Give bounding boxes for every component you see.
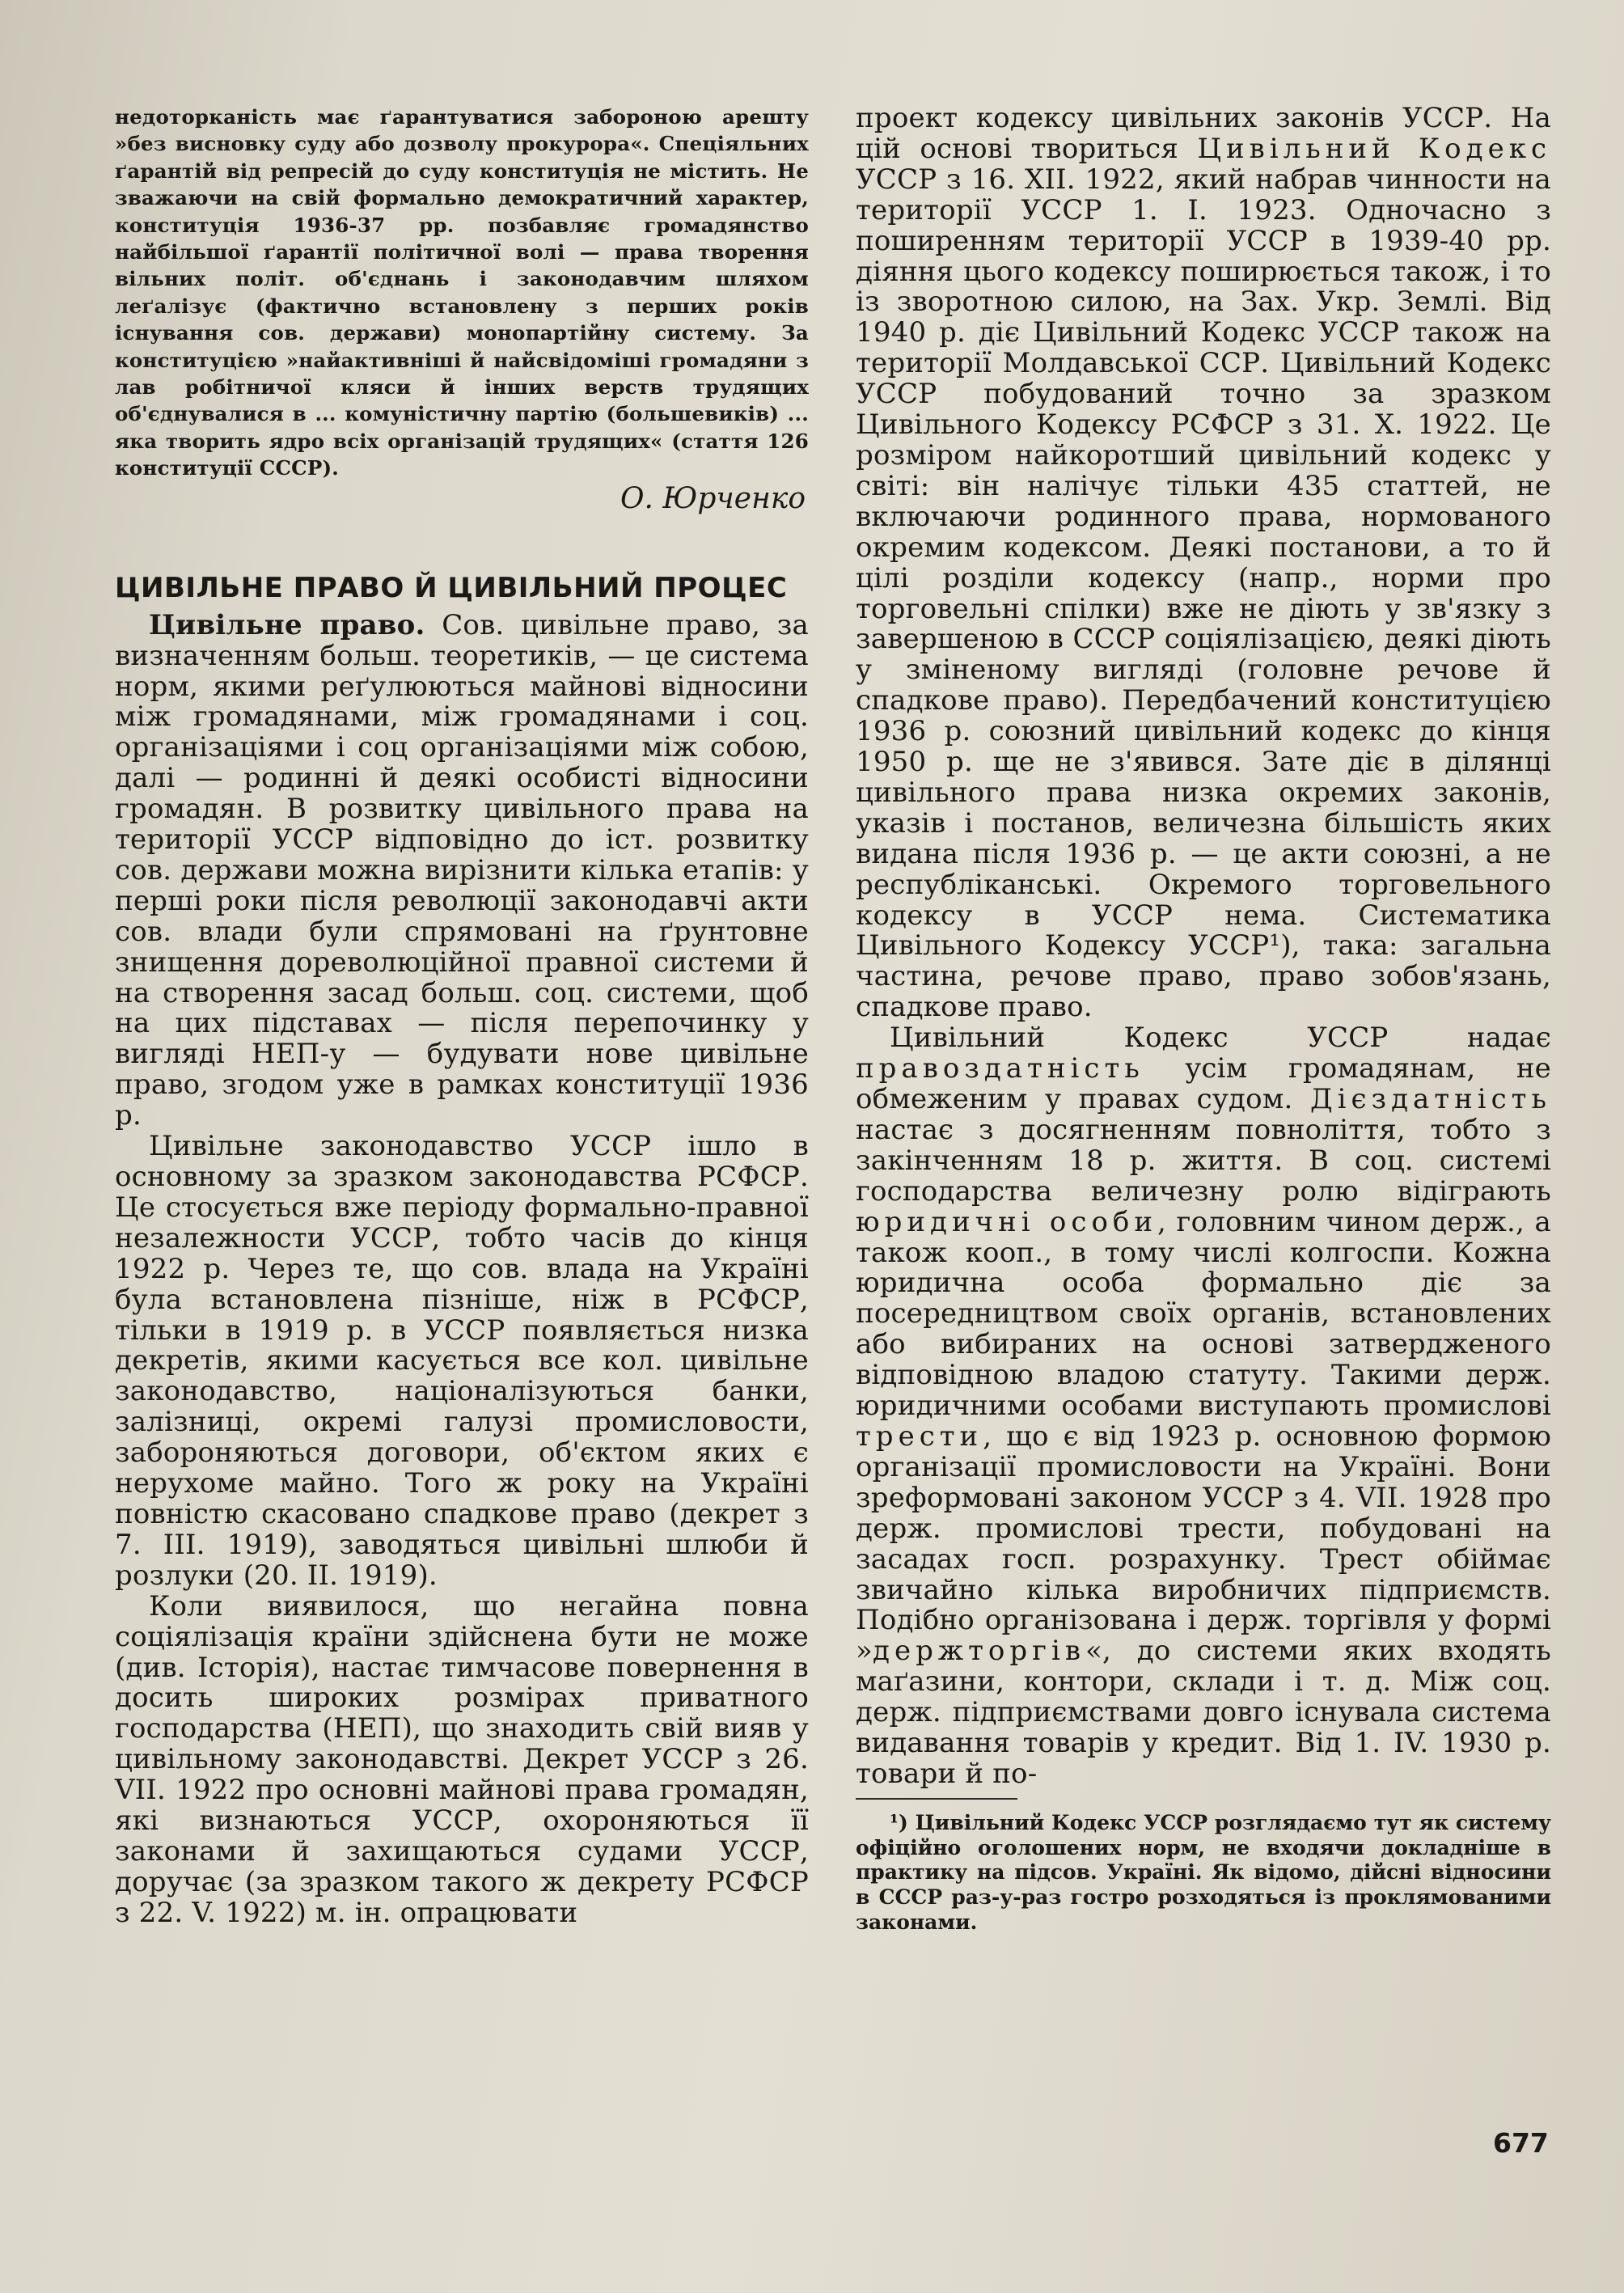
spaced-term: юридичні особи xyxy=(856,1205,1158,1238)
text-run: УССР з 16. XII. 1922, який набрав чинности на території УССР 1. I. 1923. Одночасно з поширенням території УССР в 1939-40 рр. діяння цього кодексу поширюється також, і то із зворотною силою, на Зах. Укр. Землі. Від 1940 р. діє Цивільний Кодекс УССР також на території Молдавської ССР. Цивільний Кодекс УССР побудований точно за зразком Цивільного Кодексу РСФСР з 31. X. 1922. Це розміром найкоротший цивільний кодекс у світі: він налічує тільки 435 статтей, не включаючи родинного права, нормованого окремим кодексом. Деякі постанови, а то й цілі розділи кодексу (напр., норми про торговельні спілки) вже не діють у зв'язку з завершеною в СССР соціялізацією, деякі діють у зміненому вигляді (головне речове й спадкове право). Передбачений конституцією 1936 р. союзний цивільний кодекс до кінця 1950 р. ще не з'явився. Зате діє в ділянці цивільного права низка окремих законів, указів і постанов, величезна більшість яких видана після 1936 р. — це акти союзні, а не республіканські. Окремого торговельного кодексу в УССР нема. Систематика Цивільного Кодексу УССР¹), така: загальна частина, речове право, право зобов'язань, спадкове право. xyxy=(856,163,1551,1024)
paragraph xyxy=(856,1023,1551,1790)
page-number: 677 xyxy=(1493,2127,1549,2159)
paragraph: Цивільне законодавство УССР ішло в основному за зразком законодавства РСФСР. Це стосується вже періоду формально-правної незалежности УССР, тобто часів до кінця 1922 р. Через те, що сов. влада на Україні була встановлена пізніше, ніж в РСФСР, тільки в 1919 р. в УССР появляється низка декретів, якими касується все кол. цивільне законодавство, націоналізуються банки, залізниці, окремі галузі промисловости, забороняються договори, об'єктом яких є нерухоме майно. Того ж року на Україні повністю скасовано спадкове право (декрет з 7. III. 1919), заводяться цивільні шлюби й розлуки (20. II. 1919). xyxy=(115,1130,809,1592)
author-signature: О. Юрченко xyxy=(620,481,806,515)
paragraph: Коли виявилося, що негайна повна соціялізація країни здійснена бути не може (див. Історія), настає тимчасове повернення в досить широких розмірах приватного господарства (НЕП), що знаходить свій вияв у цивільному законодавстві. Декрет УССР з 26. VII. 1922 про основні майнові права громадян, які визнаються УССР, охороняються її законами й захищаються судами УССР, доручає (за зразком такого ж декрету РСФСР з 22. V. 1922) м. ін. опрацювати xyxy=(115,1589,809,1929)
spaced-term: трести xyxy=(856,1419,983,1453)
paragraph-text: Сов. цивільне право, за визначенням больш. теоретиків, — це система норм, якими реґулюються майнові відносини між громадянами, між громадянами і соц. організаціями і соц організаціями між собою, далі — родинні й деякі особисті відносини громадян. В розвитку цивільного права на території УССР відповідно до іст. розвитку сов. держави можна вирізнити кілька етапів: у перші роки після революції законодавчі акти сов. влади були спрямовані на ґрунтовне знищення дореволюційної правної системи й на створення засад больш. соц. системи, щоб на цих підставах — після перепочинку у вигляді НЕП-у — будувати нове цивільне право, згодом уже в рамках конституції 1936 р. xyxy=(115,608,809,1132)
right-column xyxy=(856,104,1551,1935)
intro-paragraph: недоторканість має ґарантуватися забороною арешту »без висновку суду або дозволу прокурора«. Спеціяльних ґарантій від репресій до суду конституція не містить. Не зважаючи на свій формально демократичний характер, конституція 1936-37 рр. позбавляє громадянство найбільшої ґарантії політичної волі — права творення вільних політ. об'єднань і законодавчим шляхом леґалізує (фактично встановлену з перших років існування сов. держави) монопартійну систему. За конституцією »найактивніші й найсвідоміші громадяни з лав робітничої кляси й інших верств трудящих об'єднувалися в ... комуністичну партію (большевиків) ... яка творить ядро всіх організацій трудящих« (стаття 126 конституції СССР). xyxy=(115,105,809,480)
text-run: настає з досягненням повноліття, тобто з закінченням 18 р. життя. В соц. системі господарства величезну ролю відіграють xyxy=(856,1113,1551,1208)
text-run: Цивільний Кодекс УССР надає xyxy=(890,1022,1551,1055)
spaced-term: правоздатність xyxy=(856,1052,1144,1085)
subsection-title: Цивільне право. xyxy=(149,608,425,641)
text-run: усім громадянам, не обмеженим у правах судом. xyxy=(856,1052,1551,1115)
section-heading: ЦИВІЛЬНЕ ПРАВО Й ЦИВІЛЬНИЙ ПРОЦЕС xyxy=(115,571,788,604)
spaced-term: Дієздатність xyxy=(1309,1083,1551,1115)
footnote-divider xyxy=(856,1798,1017,1800)
text-run: , що є від 1923 р. основною формою організації промисловости на Україні. Вони зреформовані законом УССР з 4. VII. 1928 про держ. промислові трести, побудовані на засадах госп. розрахунку. Трест обіймає звичайно кілька виробничих підприємств. Подібно організована і держ. торгівля у формі » xyxy=(856,1419,1551,1668)
footnote: ¹) Цивільний Кодекс УССР розглядаємо тут як систему офіційно оголошених норм, не входячи докладніше в практику на підсов. Україні. Як відомо, дійсні відносини в СССР раз-у-раз гостро розходяться із проклямованими законами. xyxy=(856,1810,1551,1934)
text-run: «, до системи яких входять маґазини, контори, склади і т. д. Між соц. держ. підприємствами довго існувала система видавання товарів у кредит. Від 1. IV. 1930 р. товари й по- xyxy=(856,1635,1551,1790)
paragraph xyxy=(115,608,809,1132)
paragraph xyxy=(856,104,1551,1023)
text-run: проект кодексу цивільних законів УССР. На цій основі твориться xyxy=(856,102,1551,165)
text-run: , головним чином держ., а також кооп., в тому числі колгоспи. Кожна юридична особа формально діє за посередництвом своїх органів, встановлених або вибираних на основі затвердженого відповідною владою статуту. Такими держ. юридичними особами виступають промислові xyxy=(856,1205,1551,1423)
spaced-term: держторгів xyxy=(873,1635,1085,1668)
left-column xyxy=(115,104,809,1929)
spaced-term: Цивільний Кодекс xyxy=(1197,132,1551,165)
